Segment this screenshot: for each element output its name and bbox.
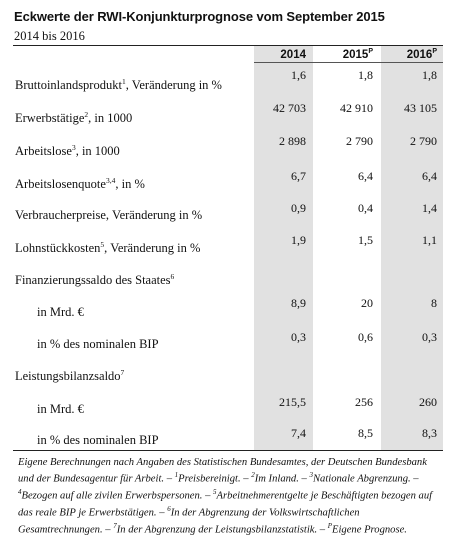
row-label-text: Finanzierungssaldo des Staates [15,273,171,288]
column-header-year: 2014 [280,48,306,61]
row-label-sup: 7 [120,368,125,377]
row-label-leistung-mrd: in Mrd. € [37,402,84,416]
row-label-leistungsbilanz [15,368,124,384]
row-label-finanz-mrd: in Mrd. € [37,305,84,319]
cell-leistung-bip-2014: 7,4 [291,426,306,440]
footnote-sup: P [327,521,333,530]
cell-lohnstueckkosten-2015: 1,5 [358,233,373,247]
row-label-sup: 1 [121,77,126,86]
cell-erwerbstaetige-2016: 43 105 [404,101,437,115]
header-rule [254,62,443,63]
cell-leistung-mrd-2015: 256 [355,395,373,409]
footnote-sup: 5 [213,488,217,497]
row-label-erwerbstaetige [15,110,132,126]
row-label-suffix: , Veränderung in % [104,241,201,256]
cell-finanz-bip-2016: 0,3 [422,330,437,344]
footnote-text: In der Abgrenzung der Leistungsbilanzstatistik. – [116,524,328,536]
cell-verbraucherpreise-2016: 1,4 [422,201,437,215]
cell-erwerbstaetige-2015: 42 910 [340,101,373,115]
row-label-verbraucherpreise [15,208,202,223]
footnote [18,456,438,537]
row-label-text: Lohnstückkosten [15,241,101,256]
cell-arbeitslosenquote-2015: 6,4 [358,169,373,183]
row-label-sup: 3 [71,143,76,152]
row-label-suffix: , in 1000 [88,111,133,126]
row-label-arbeitslose [15,143,120,159]
row-label-text: Leistungsbilanzsaldo [15,369,121,384]
cell-lohnstueckkosten-2016: 1,1 [422,233,437,247]
cell-finanz-bip-2015: 0,6 [358,330,373,344]
row-label-text: Arbeitslose [15,144,72,159]
row-label-finanzierungssaldo [15,272,174,288]
footnote-text: Arbeitnehmerentgelte je Beschäftigten bezogen auf das reale BIP je Erwerbstätigen. – [18,490,433,519]
footnote-sup: 6 [167,504,171,513]
footnote-sup: 3 [309,471,313,480]
row-label-suffix: , Veränderung in % [125,78,222,93]
row-label-sup: 2 [84,110,89,119]
footnote-sup: 2 [251,471,255,480]
row-label-sup: 5 [100,240,105,249]
table-title: Eckwerte der RWI-Konjunkturprognose vom September 2015 [14,9,385,24]
footnote-intro: Eigene Berechnungen nach Angaben des Statistischen Bundesamtes, der Deutschen Bundesbank und der Bundesagentur für Arbeit. – [18,457,427,485]
cell-finanz-mrd-2016: 8 [431,296,437,310]
row-label-finanz-bip: in % des nominalen BIP [37,337,159,351]
column-header-2015 [313,48,373,61]
row-label-text: Arbeitslosenquote [15,177,106,192]
cell-arbeitslose-2014: 2 898 [279,134,306,148]
column-header-2014 [254,48,306,61]
footnote-sup: 7 [113,521,117,530]
table-subtitle: 2014 bis 2016 [14,29,85,43]
row-label-suffix: , in % [115,177,145,192]
footnote-text: Bezogen auf alle zivilen Erwerbspersonen. – [21,490,214,502]
cell-verbraucherpreise-2015: 0,4 [358,201,373,215]
cell-bip-2016: 1,8 [422,68,437,82]
cell-leistung-bip-2016: 8,3 [422,426,437,440]
cell-arbeitslose-2015: 2 790 [346,134,373,148]
footnote-text: Preisbereinigt. – [178,473,252,485]
footnote-text: In der Abgrenzung der Volkswirtschaftlichen Gesamtrechnungen. – [18,507,360,536]
cell-leistung-mrd-2014: 215,5 [279,395,306,409]
column-header-year: 2015 [342,48,369,61]
row-label-sup: 6 [170,272,175,281]
footnote-sup: 1 [174,471,179,480]
cell-leistung-mrd-2016: 260 [419,395,437,409]
cell-finanz-mrd-2015: 20 [361,296,373,310]
cell-arbeitslosenquote-2014: 6,7 [291,169,306,183]
column-header-2016 [381,48,437,61]
row-label-text: Erwerbstätige [15,111,85,126]
cell-lohnstueckkosten-2014: 1,9 [291,233,306,247]
footnote-text: Nationale Abgrenzung. – [312,473,419,485]
cell-finanz-mrd-2014: 8,9 [291,296,306,310]
cell-erwerbstaetige-2014: 42 703 [273,101,306,115]
column-header-sup: P [368,48,373,55]
row-label-text: Verbraucherpreise, Veränderung in % [15,208,203,222]
column-header-year: 2016 [406,48,433,61]
cell-finanz-bip-2014: 0,3 [291,330,306,344]
row-label-sup: 3,4 [105,176,116,185]
cell-leistung-bip-2015: 8,5 [358,426,373,440]
data-table [13,45,443,451]
cell-arbeitslose-2016: 2 790 [410,134,437,148]
cell-arbeitslosenquote-2016: 6,4 [422,169,437,183]
row-label-bip [15,77,222,93]
row-label-suffix: , in 1000 [75,144,120,159]
footnote-sup: 4 [18,488,22,497]
row-label-text: Bruttoinlandsprodukt [15,78,122,93]
column-header-sup: P [432,48,437,55]
row-label-lohnstueckkosten [15,240,200,256]
cell-bip-2015: 1,8 [358,68,373,82]
cell-bip-2014: 1,6 [291,68,306,82]
footnote-text: Eigene Prognose. [332,524,407,536]
footnote-text: Im Inland. – [254,473,310,485]
cell-verbraucherpreise-2014: 0,9 [291,201,306,215]
row-label-leistung-bip: in % des nominalen BIP [37,433,159,447]
row-label-arbeitslosenquote [15,176,145,192]
